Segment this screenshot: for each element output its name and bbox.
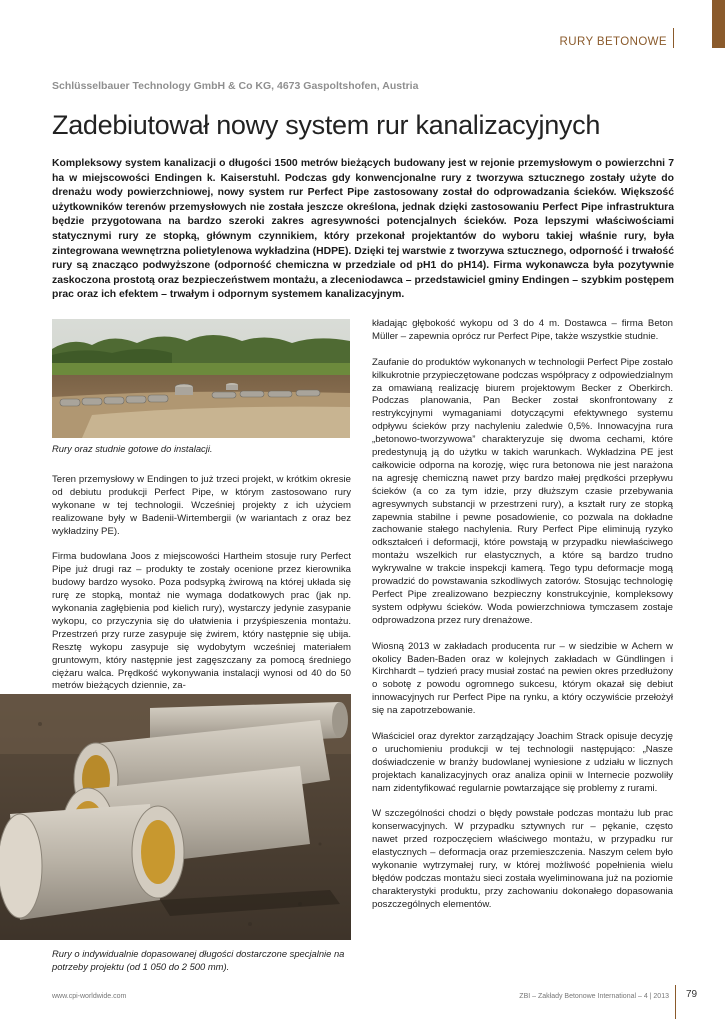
left-paragraph: Teren przemysłowy w Endingen to już trzeci projekt, w krótkim okresie od debiutu produkcji Perfect Pipe, w którym zastosowano rury wykonane w tej technologii. Wcześniej projekty z ich użyciem realizowane były w Badenii-Wirtembergii (w wariantach z oraz bez wykładziny PE).	[52, 474, 351, 537]
right-paragraph: kładając głębokość wykopu od 3 do 4 m. Dostawca – firma Beton Müller – zapewnia oprócz rur Perfect Pipe, także wszystkie studnie.	[372, 318, 673, 342]
left-column	[52, 474, 351, 693]
section-label: RURY BETONOWE	[559, 36, 667, 48]
right-paragraph: W szczególności chodzi o błędy powstałe podczas montażu lub prac konserwacyjnych. W przypadku sztywnych rur – pękanie, często nawet przed rozpoczęciem właściwego montażu, w przypadku rur elastycznych – deformacja oraz przemieszczenia. Naszym celem było wykonanie wytrzymałej rury, w której możliwość popełnienia wielu błędów podczas montażu sieci została wyeliminowana już na poziomie charakterystyki produktu, przy zachowaniu dokonałego dopasowania poszczególnych elementów.	[372, 808, 673, 910]
article-lead: Kompleksowy system kanalizacji o długości 1500 metrów bieżących budowany jest w rejonie przemysłowym o powierzchni 7 ha w miejscowości Endingen k. Kaiserstuhl. Podczas gdy konwencjonalne rury z tworzywa sztucznego zostały użyte do drenażu wody powierzchniowej, nowy system rur Perfect Pipe zastosowany został do odprowadzania ścieków. Większość użytkowników terenów przemysłowych nie została jeszcze określona, jednak dzięki zastosowaniu Perfect Pipe infrastruktura będzie przygotowana na bardzo szeroki zakres agresywności potencjalnych ścieków. Poza lepszymi właściwościami statycznymi rury ze stopką, głównym czynnikiem, który przekonał projektantów do wyboru takiej właśnie rury, była zintegrowana wewnętrzna polietylenowa wykładzina (HDPE). Dzięki tej warstwie z tworzywa sztucznego, odporność i trwałość rury są znacząco podwyższone (odporność chemiczna w przedziale od pH1 do pH14). Firma wykonawcza była pozytywnie zaskoczona prostotą oraz bezpieczeństwem montażu, a zleceniodawca – przedstawiciel gminy Endingen – szybkim postępem prac oraz ich efektem – trwałym i odpornym systemem kanalizacyjnym.	[52, 158, 674, 301]
edge-color-tab	[712, 0, 725, 48]
right-paragraph: Wiosną 2013 w zakładach producenta rur – w siedzibie w Achern w okolicy Baden-Baden oraz w kolejnych zakładach w Gündlingen i Kirchhardt – tydzień pracy musiał zostać na pewien okres przedłużony o sobotę z powodu ogromnego sukcesu, którym okazał się debiut innowacyjnych rur Perfect Pipe na rynku, a który oczywiście przełożył się na zapotrzebowanie.	[372, 640, 673, 717]
footer-divider	[675, 985, 676, 1019]
right-paragraph: Właściciel oraz dyrektor zarządzający Joachim Strack opisuje decyzję o uruchomieniu produkcji w tej technologii następująco: „Nasze doświadczenie w branży budowlanej wyniesione z udziału w licznych projektach kanalizacyjnych oraz analiza opinii w Internecie pozwoliły nam zidentyfikować regularnie powtarzające się problemy z rurami.	[372, 730, 673, 794]
left-paragraph: Firma budowlana Joos z miejscowości Hartheim stosuje rury Perfect Pipe już drugi raz – produkty te zostały ocenione przez kierownika budowy bardzo wysoko. Poza podsypką żwirową na której układa się rurę ze stopką, montaż nie wymaga dodatkowych prac (jak np. wykonania zagłębienia pod kielich rury), wystarczy jedynie zasypanie wykopu, co przyczynia się do ułatwienia i przyśpieszenia montażu. Przestrzeń przy rurze zasypuje się żwirem, który następnie się ubija. Resztę wykopu zasypuje się wydobytym wcześniej materiałem gruntowym, który następnie jest zagęszczany za pomocą średniego ciężaru walca. Prędkość wykonywania instalacji wynosi od 40 do 50 metrów bieżących dziennie, za-	[52, 551, 351, 692]
photo-concrete-pipes	[0, 694, 351, 940]
footer-journal: ZBI – Zakłady Betonowe International – 4 | 2013	[519, 993, 669, 1000]
company-line: Schlüsselbauer Technology GmbH & Co KG, 4673 Gaspoltshofen, Austria	[52, 80, 419, 92]
photo-caption-1: Rury oraz studnie gotowe do instalacji.	[52, 443, 213, 454]
article-title: Zadebiutował nowy system rur kanalizacyjnych	[52, 110, 601, 140]
footer-website: www.cpi-worldwide.com	[52, 993, 127, 1000]
page-number: 79	[686, 989, 698, 1000]
right-column	[372, 318, 673, 912]
photo-construction-site	[52, 319, 350, 438]
photo-caption-2: Rury o indywidualnie dopasowanej długości dostarczone specjalnie na potrzeby projektu (od 1 050 do 2 500 mm).	[52, 948, 345, 972]
section-divider	[673, 28, 674, 48]
right-paragraph: Zaufanie do produktów wykonanych w technologii Perfect Pipe zostało kilkukrotnie przypieczętowane podczas współpracy z odpowiedzialnym za omawianą realizację biurem projektowym Becker z Oberkirch. Podczas planowania, Pan Becker został skonfrontowany z restrykcyjnymi wymaganiami dotyczącymi efektywnego systemu odpływu ścieków przy nachyleniu zaledwie 0,5%. Innowacyjna rura „betonowo-tworzywowa” charakteryzuje się dwoma cechami, które predestynują ją do użytku w takich warunkach. Wykładzina PE jest całkowicie odporna na korozję, więc rura betonowa nie jest narażona na agresję chemiczną nawet przy bardzo małej prędkości przepływu ścieków (a co za tym idzie, przy dłuższym czasie przebywania agresywnych substancji w przestrzeni rury), a kształt rury ze stopką zapewnia stabilne i pewne posadowienie, co pozwala na dokładne zachowanie stałego nachylenia. Rury Perfect Pipe eliminują ryzyko odkształceń i deformacji, które powstają w przypadku niewłaściwego montażu wszelkich rur elastycznych, a które są bardzo trudno wykrywalne w trakcie inspekcji kamerą. Tego typu deformacje mogą prowadzić do powstawania szkodliwych zatorów. Stosując technologię Perfect Pipe zrealizowano bezpieczny konstrukcyjnie, kompleksowy system odpływu ścieków. Woda powierzchniowa tymczasem zostaje odprowadzona przez rury drenażowe.	[372, 356, 673, 626]
